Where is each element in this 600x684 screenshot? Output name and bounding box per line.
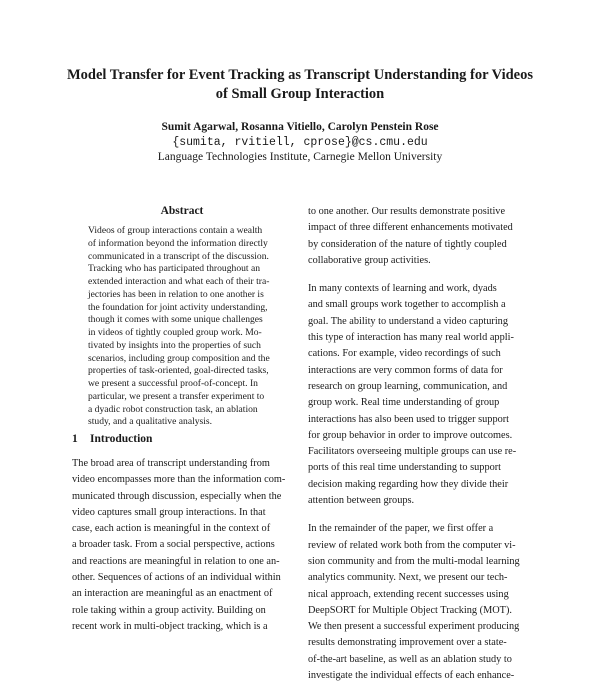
paragraph-line: group work. Real time understanding of group [308,397,500,409]
paragraph-line: to one another. Our results demonstrate positive [308,206,506,217]
paragraph-line: interactions are very common forms of data for [308,364,503,376]
section-number: 1 [72,433,78,445]
abstract-line: a dyadic robot construction task, an ablation [88,403,258,415]
abstract-line: particular, we present a transfer experiment to [88,390,265,402]
abstract-line: tivated by insights into the properties of such [88,339,261,351]
paragraph-line: We then present a successful experiment producing [308,621,520,633]
paragraph-line: impact of three different enhancements motivated [308,222,513,234]
paragraph-line: attention between groups. [308,495,415,507]
introduction-line: role taking within a group activity. Building on [72,604,266,616]
introduction-line: and reactions are meaningful in relation to one an- [72,555,280,567]
introduction-line: a broader task. From a social perspective, actions [72,539,275,551]
abstract-line: extended interaction and what each of their tra- [88,276,270,287]
abstract-line: though it comes with some unique challenges [88,314,263,326]
introduction-line: case, each action is meaningful in the context of [72,523,271,535]
paragraph-line: investigate the individual effects of each enhance- [308,670,515,682]
abstract-line: we present a successful proof-of-concept. In [88,378,258,389]
author-emails: {sumita, rvitiell, cprose}@cs.cmu.edu [172,136,428,149]
paragraph-line: In the remainder of the paper, we first offer a [308,523,494,535]
paragraph-line: analytics community. Next, we present our tech- [308,572,508,584]
abstract-line: the foundation for joint activity understanding, [88,301,268,313]
introduction-body [72,456,292,635]
abstract-line: Tracking who has participated throughout an [88,263,261,275]
authors: Sumit Agarwal, Rosanna Vitiello, Carolyn Penstein Rose [161,121,439,133]
section-title: Introduction [90,433,153,445]
paragraph [308,204,530,269]
abstract-line: scenarios, including group composition and the [88,352,270,364]
paragraph-line: interactions has also been used to trigger support [308,413,510,425]
abstract-line: study, and a qualitative analysis. [88,416,213,428]
paragraph-line: cations. For example, video recordings of such [308,348,501,360]
paragraph-gap [308,509,530,521]
paragraph [308,521,530,684]
abstract-line: communicated in a transcript of the discussion. [88,250,269,262]
introduction-line: an interaction are meaningful as an enactment of [72,588,273,600]
abstract-line: of information beyond the information directly [88,237,268,249]
paragraph-line: collaborative group activities. [308,254,431,266]
paragraph [308,281,530,509]
abstract-line: Videos of group interactions contain a wealth [88,225,263,236]
paragraph-line: nical approach, extending recent successes using [308,588,509,600]
title-line-2: of Small Group Interaction [215,86,385,102]
paragraph-line: decision making regarding how they divide their [308,478,509,490]
paragraph-line: Facilitators overseeing multiple groups can use re- [308,446,517,458]
paragraph-line: sion community and from the multi-modal learning [308,555,520,567]
section-heading-introduction [72,432,292,447]
affiliation: Language Technologies Institute, Carnegie Mellon University [157,151,443,163]
paragraph-line: this type of interaction has many real world appli- [308,332,514,344]
introduction-line: other. Sequences of actions of an individual within [72,572,281,584]
paragraph-line: results demonstrating improvement over a state- [308,637,507,649]
abstract-line: properties of task-oriented, goal-directed tasks, [88,365,269,377]
paragraph-line: of-the-art baseline, as well as an ablation study to [308,653,512,665]
paragraph-line: for group behavior in order to improve outcomes. [308,429,513,441]
introduction-line: recent work in multi-object tracking, which is a [72,620,268,632]
abstract-body [88,225,276,429]
title-line-1: Model Transfer for Event Tracking as Transcript Understanding for Videos [66,67,534,83]
paragraph-line: by consideration of the nature of tightly coupled [308,238,507,250]
paragraph-line: and small groups work together to accomplish a [308,299,506,311]
paper-title [40,66,560,104]
introduction-line: video encompasses more than the information com- [72,474,286,486]
paragraph-line: goal. The ability to understand a video capturing [308,315,508,327]
introduction-line: municated through discussion, especially when the [72,490,282,502]
abstract-line: jectories has been in relation to one another is [88,288,264,300]
paragraph-line: In many contexts of learning and work, dyads [308,283,497,295]
abstract-heading: Abstract [160,205,204,217]
introduction-line: The broad area of transcript understanding from [72,458,270,469]
paragraph-gap [308,269,530,281]
right-column-body [308,204,530,684]
paragraph-line: ports of this real time understanding to support [308,462,502,474]
paragraph-line: review of related work both from the computer vi- [308,539,516,551]
paragraph-line: research on group learning, communication, and [308,380,508,392]
abstract-line: in videos of tightly coupled group work. Mo- [88,327,262,338]
paragraph-line: DeepSORT for Multiple Object Tracking (MOT). [308,604,512,616]
introduction-line: video captures small group interactions. In that [72,506,266,518]
